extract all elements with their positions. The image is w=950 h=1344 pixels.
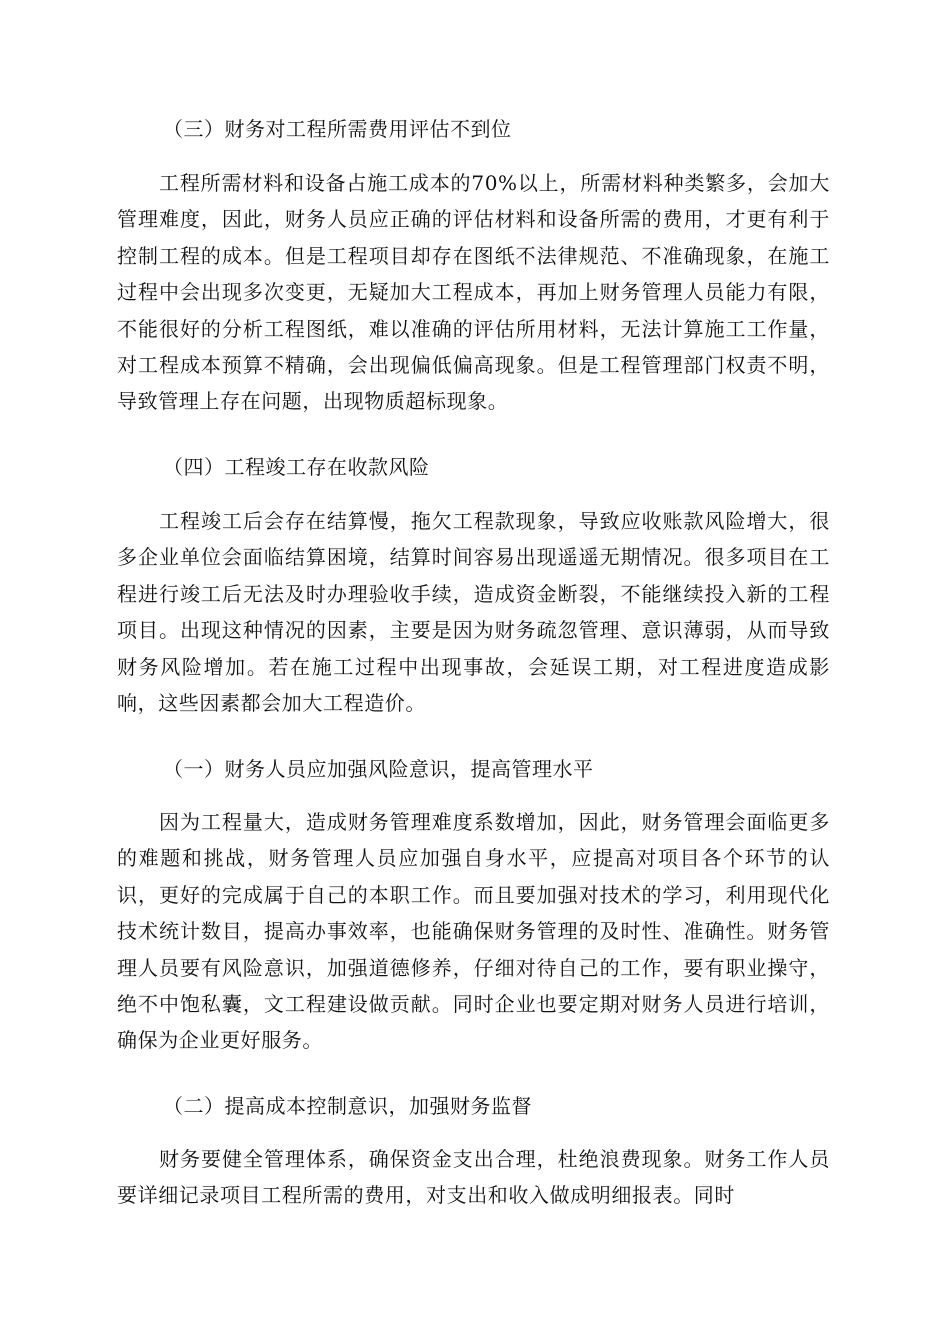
section-heading-2: （二）提高成本控制意识，加强财务监督: [163, 1094, 532, 1118]
section-heading-3: （三）财务对工程所需费用评估不到位: [163, 117, 512, 141]
section-heading-1: （一）财务人员应加强风险意识，提高管理水平: [163, 757, 594, 781]
section-paragraph-3: 工程所需材料和设备占施工成本的70%以上，所需材料种类繁多，会加大管理难度，因此，财务人员应正确的评估材料和设备所需的费用，才更有利于控制工程的成本。但是工程项目却存在图纸不法律规范、不准确现象，在施工过程中会出现多次变更，无疑加大工程成本，再加上财务管理人员能力有限，不能很好的分析工程图纸，难以准确的评估所用材料，无法计算施工工作量，对工程成本预算不精确，会出现偏低偏高现象。但是工程管理部门权责不明，导致管理上存在问题，出现物质超标现象。: [117, 171, 830, 414]
section-paragraph-2: 财务要健全管理体系，确保资金支出合理，杜绝浪费现象。财务工作人员要详细记录项目工程所需的费用，对支出和收入做成明细报表。同时: [117, 1147, 830, 1208]
section-paragraph-4: 工程竣工后会存在结算慢，拖欠工程款现象，导致应收账款风险增大，很多企业单位会面临结算困境，结算时间容易出现遥遥无期情况。很多项目在工程进行竣工后无法及时办理验收手续，造成资金断裂，不能继续投入新的工程项目。出现这种情况的因素，主要是因为财务疏忽管理、意识薄弱，从而导致财务风险增加。若在施工过程中出现事故，会延误工期，对工程进度造成影响，这些因素都会加大工程造价。: [117, 509, 830, 716]
section-heading-4: （四）工程竣工存在收款风险: [163, 455, 430, 479]
section-paragraph-1: 因为工程量大，造成财务管理难度系数增加，因此，财务管理会面临更多的难题和挑战，财务管理人员应加强自身水平，应提高对项目各个环节的认识，更好的完成属于自己的本职工作。而且要加强对技术的学习，利用现代化技术统计数目，提高办事效率，也能确保财务管理的及时性、准确性。财务管理人员要有风险意识，加强道德修养，仔细对待自己的工作，要有职业操守，绝不中饱私囊，文工程建设做贡献。同时企业也要定期对财务人员进行培训，确保为企业更好服务。: [117, 810, 830, 1053]
